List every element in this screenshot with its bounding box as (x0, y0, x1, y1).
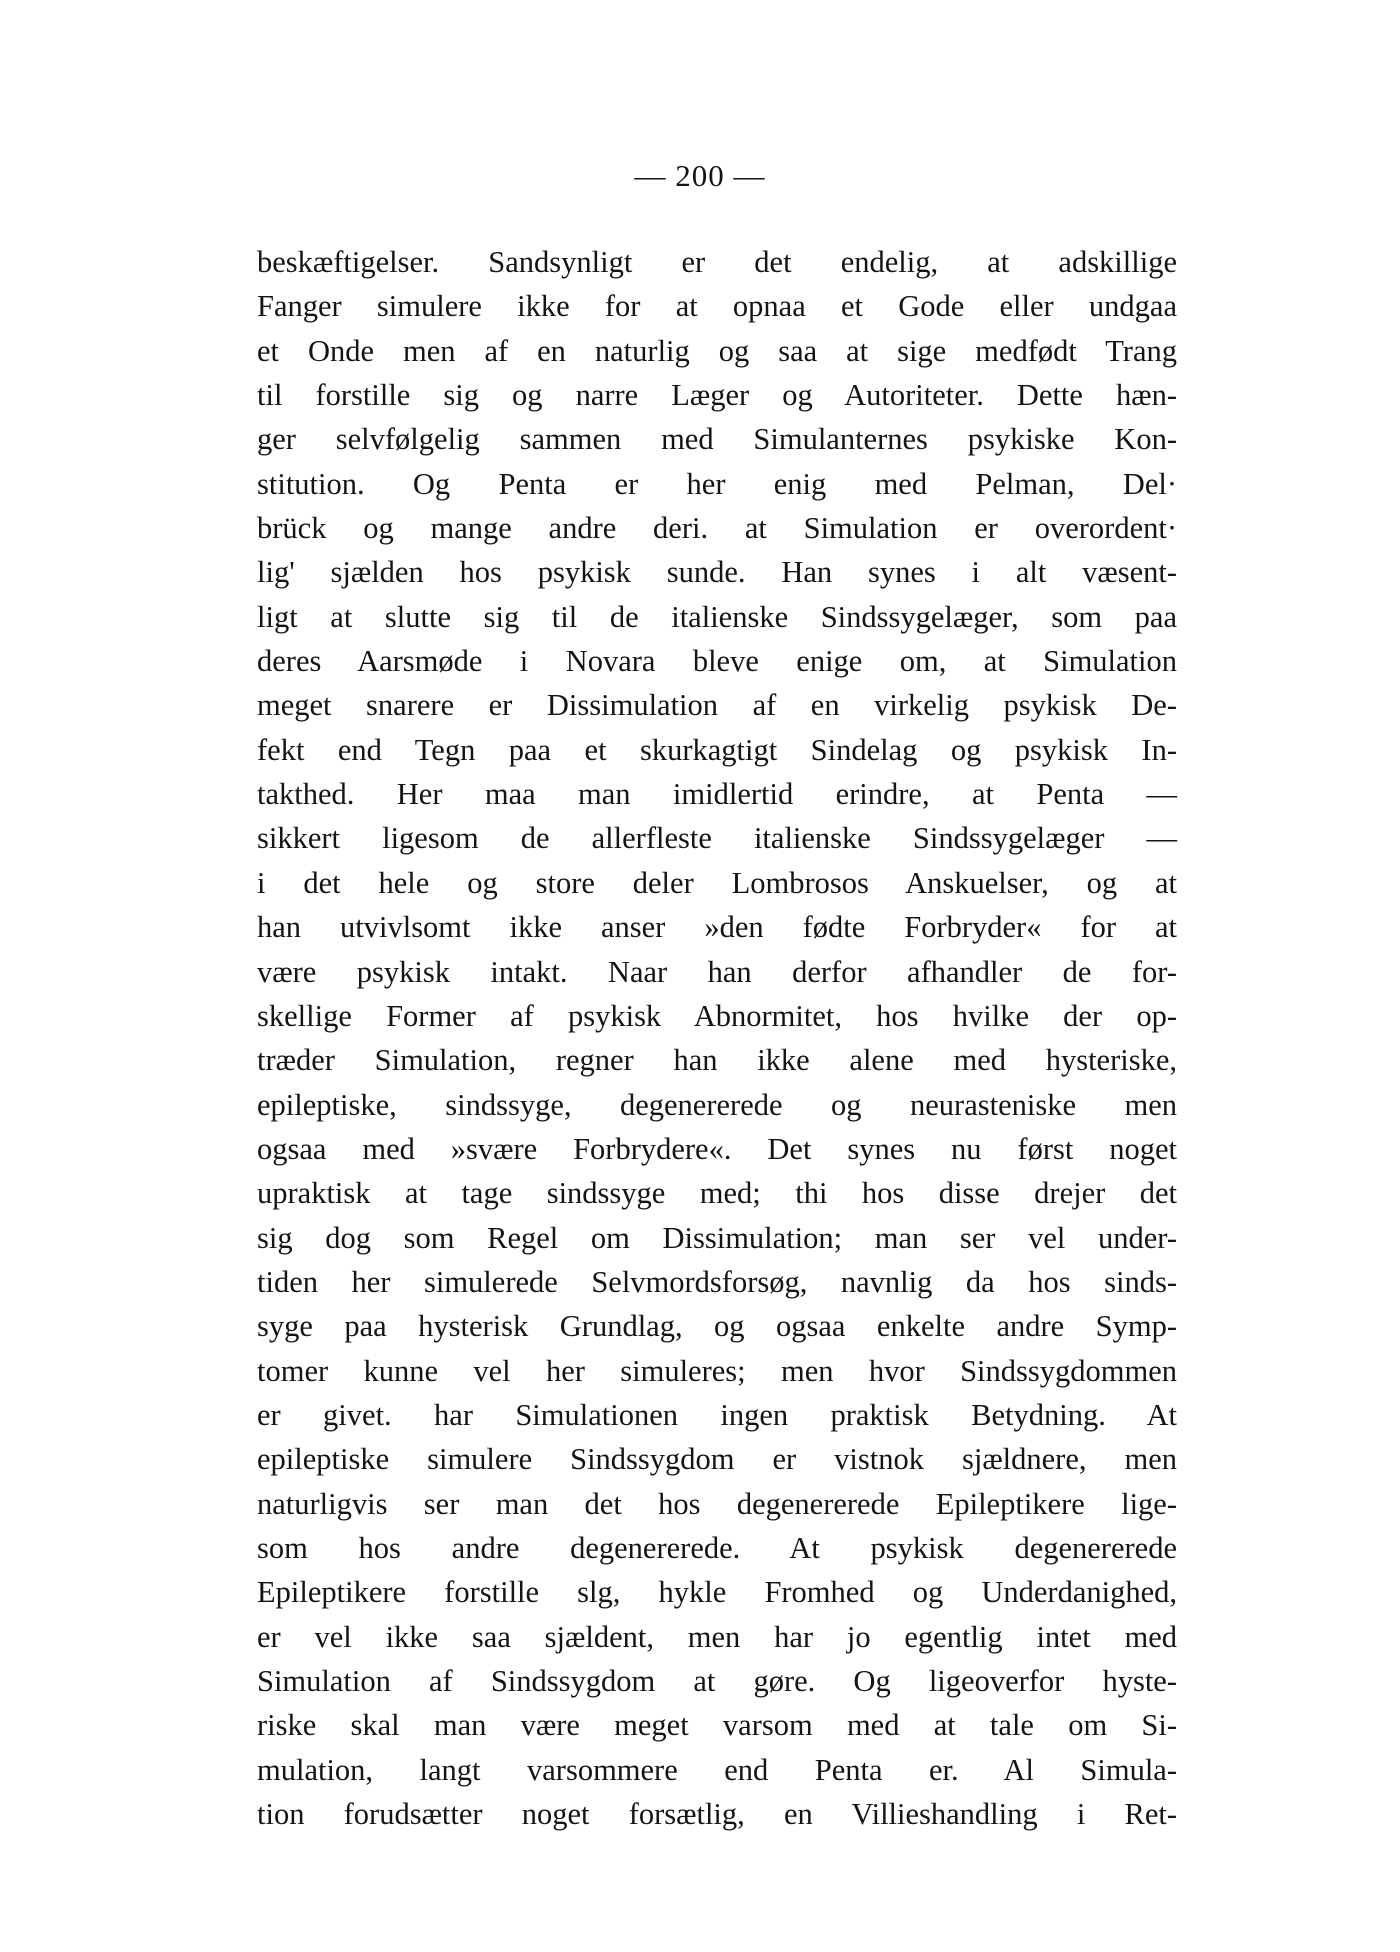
text-line-26: tomer kunne vel her simuleres; men hvor Sindssygdommen (257, 1353, 1177, 1388)
text-line-32: er vel ikke saa sjældent, men har jo egentlig intet med (257, 1619, 1177, 1654)
text-line-12: fekt end Tegn paa et skurkagtigt Sindelag og psykisk In- (257, 732, 1177, 767)
text-line-19: træder Simulation, regner han ikke alene med hysteriske, (257, 1043, 1177, 1078)
page-number: — 200 — (634, 158, 766, 193)
text-line-30: som hos andre degenererede. At psykisk degenererede (257, 1530, 1177, 1565)
text-line-3: et Onde men af en naturlig og saa at sige medfødt Trang (257, 333, 1177, 368)
text-line-27: er givet. har Simulationen ingen praktisk Betydning. At (257, 1397, 1177, 1432)
text-line-6: stitution. Og Penta er her enig med Pelman, Del· (257, 466, 1177, 501)
text-line-5: ger selvfølgelig sammen med Simulanternes psykiske Kon- (257, 422, 1177, 457)
text-line-24: tiden her simulerede Selvmordsforsøg, navnlig da hos sinds- (257, 1264, 1177, 1299)
text-line-33: Simulation af Sindssygdom at gøre. Og ligeoverfor hyste- (257, 1664, 1177, 1698)
text-line-1: beskæftigelser. Sandsynligt er det endelig, at adskillige (257, 245, 1177, 279)
text-line-7: brück og mange andre deri. at Simulation er overordent· (257, 511, 1177, 546)
text-line-21: ogsaa med »svære Forbrydere«. Det synes nu først noget (257, 1131, 1177, 1166)
text-line-17: være psykisk intakt. Naar han derfor afhandler de for- (257, 954, 1177, 989)
text-line-16: han utvivlsomt ikke anser »den fødte Forbryder« for at (257, 910, 1177, 945)
text-line-29: naturligvis ser man det hos degenererede Epileptikere lige- (257, 1486, 1177, 1521)
body-text (257, 240, 1177, 1836)
text-line-35: mulation, langt varsommere end Penta er. Al Simula- (257, 1752, 1177, 1787)
text-line-23: sig dog som Regel om Dissimulation; man ser vel under- (257, 1220, 1177, 1255)
text-line-10: deres Aarsmøde i Novara bleve enige om, at Simulation (257, 644, 1177, 679)
text-line-2: Fanger simulere ikke for at opnaa et Gode eller undgaa (257, 289, 1177, 324)
text-line-31: Epileptikere forstille slg, hykle Fromhed og Underdanighed, (257, 1575, 1177, 1610)
text-line-15: i det hele og store deler Lombrosos Anskuelser, og at (257, 865, 1177, 900)
text-line-13: takthed. Her maa man imidlertid erindre, at Penta — (257, 777, 1177, 812)
text-line-22: upraktisk at tage sindssyge med; thi hos disse drejer det (257, 1176, 1177, 1211)
text-line-34: riske skal man være meget varsom med at tale om Si- (257, 1708, 1177, 1743)
text-line-28: epileptiske simulere Sindssygdom er vistnok sjældnere, men (257, 1442, 1177, 1477)
text-line-14: sikkert ligesom de allerfleste italienske Sindssygelæger — (257, 821, 1177, 856)
text-line-20: epileptiske, sindssyge, degenererede og neurasteniske men (257, 1087, 1177, 1122)
text-line-4: til forstille sig og narre Læger og Autoriteter. Dette hæn- (257, 378, 1177, 413)
text-line-18: skellige Former af psykisk Abnormitet, hos hvilke der op- (257, 998, 1177, 1033)
text-line-8: lig' sjælden hos psykisk sunde. Han synes i alt væsent- (257, 555, 1177, 590)
text-line-36: tion forudsætter noget forsætlig, en Villieshandling i Ret- (257, 1797, 1177, 1832)
text-line-11: meget snarere er Dissimulation af en virkelig psykisk De- (257, 688, 1177, 723)
text-line-25: syge paa hysterisk Grundlag, og ogsaa enkelte andre Symp- (257, 1309, 1177, 1344)
text-line-9: ligt at slutte sig til de italienske Sindssygelæger, som paa (257, 599, 1177, 634)
